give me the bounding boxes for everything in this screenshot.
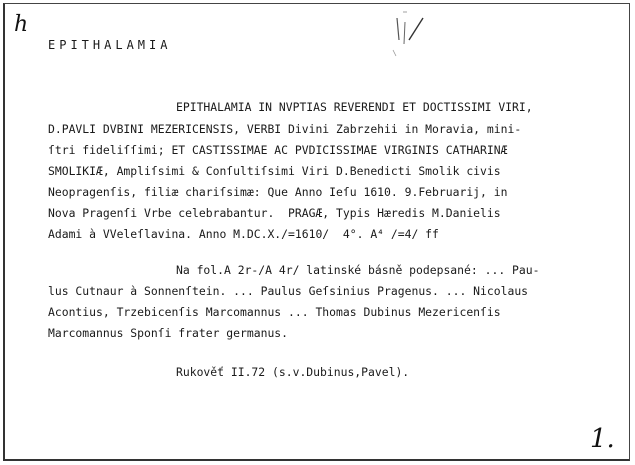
note-line: Acontius, Trzebicenſis Marcomannus ... Thomas Dubinus Mezericenſis xyxy=(48,305,501,319)
note-line: lus Cutnaur à Sonnenſtein. ... Paulus Geſsinius Pragenus. ... Nicolaus xyxy=(48,284,529,298)
citation-line: Nova Pragenſi Vrbe celebrabantur. PRAGÆ, Typis Hæredis M.Danielis xyxy=(48,206,501,220)
citation-line: EPITHALAMIA IN NVPTIAS REVERENDI ET DOCTISSIMI VIRI, xyxy=(176,100,533,114)
pencil-scribble-icon xyxy=(383,10,443,60)
citation-line: ſtri fideliſſimi; ET CASTISSIMAE AC PVDICISSIMAE VIRGINIS CATHARINÆ xyxy=(48,143,508,157)
citation-line: D.PAVLI DVBINI MEZERICENSIS, VERBI Divini Zabrzehii in Moravia, mini- xyxy=(48,122,522,136)
citation-line: Adami à VVeleſlavina. Anno M.DC.X./=1610/ 4°. A⁴ /=4/ ff xyxy=(48,227,439,241)
citation-line: SMOLIKIÆ, Ampliſsimi & Conſultiſsimi Viri D.Benedicti Smolik civis xyxy=(48,164,501,178)
reference-line: Rukověť II.72 (s.v.Dubinus,Pavel). xyxy=(176,365,410,379)
note-line: Marcomannus Sponſi frater germanus. xyxy=(48,326,289,340)
note-line: Na fol.A 2r-/A 4r/ latinské básně podepsané: ... Pau- xyxy=(176,263,540,277)
corner-mark: h xyxy=(14,12,29,37)
page-number: 1. xyxy=(590,424,615,454)
card-heading: EPITHALAMIA xyxy=(48,38,172,52)
citation-line: Neopragenſis, filiæ chariſsimæ: Que Anno Ieſu 1610. 9.Februarij, in xyxy=(48,185,508,199)
